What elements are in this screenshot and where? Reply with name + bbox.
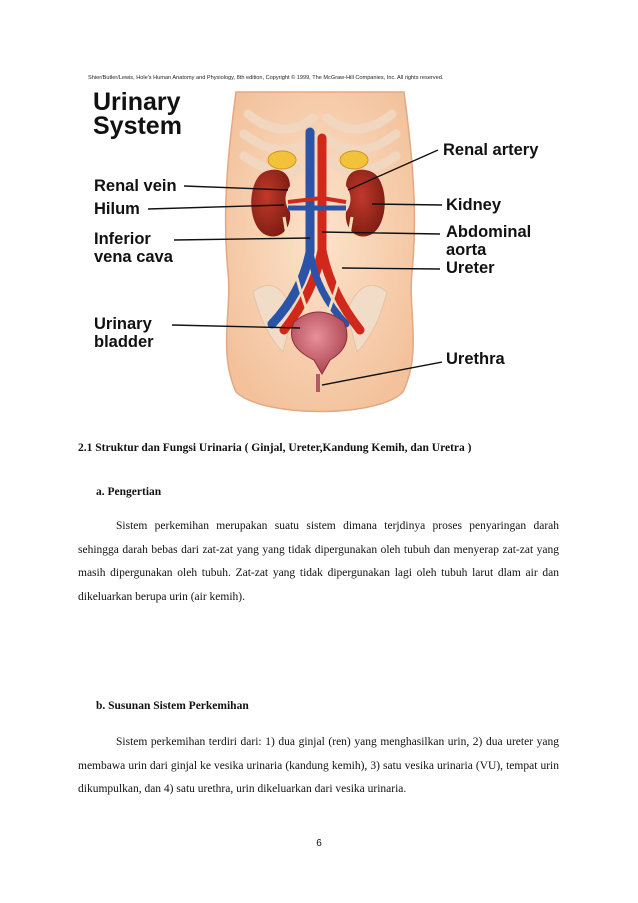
label-inferior-vena-cava: Inferior vena cava [94,230,173,266]
label-kidney: Kidney [446,196,502,214]
subsection-a-title: a. Pengertian [96,486,162,498]
figure-title: Urinary System [93,88,182,140]
label-ureter: Ureter [446,259,495,277]
label-hilum: Hilum [94,200,140,218]
label-urinary-bladder: Urinary bladder [94,315,154,351]
label-urethra: Urethra [446,350,505,368]
label-abdominal-aorta: Abdominal aorta [446,223,532,259]
subsection-b-paragraph: Sistem perkemihan terdiri dari: 1) dua ginjal (ren) yang menghasilkan urin, 2) dua ureter yang membawa urin dari ginjal ke vesika urinaria (kandung kemih), 3) satu vesika urinaria (VU), tempat urin dikumpulkan, dan 4) satu urethra, urin dikeluarkan dari vesika urinaria. [78,736,559,796]
label-renal-artery: Renal artery [443,141,539,159]
figure-credit: Shier/Butler/Lewis, Hole's Human Anatomy and Physiology, 8th edition, Copyright © 1999, The McGraw-Hill Companies, Inc. All rights reserved. [88,75,444,81]
subsection-b-title: b. Susunan Sistem Perkemihan [96,700,249,712]
section-heading: 2.1 Struktur dan Fungsi Urinaria ( Ginjal, Ureter,Kandung Kemih, dan Uretra ) [78,442,472,454]
page-number: 6 [316,838,322,849]
subsection-a-paragraph: Sistem perkemihan merupakan suatu sistem dimana terjdinya proses penyaringan darah sehingga darah bebas dari zat-zat yang yang tidak dipergunakan oleh tubuh dan menyerap zat-zat yang masih dipergunakan oleh tubuh. Zat-zat yang tidak dipergunakan lagi oleh tubuh larut dlam air dan dikeluarkan berupa urin (air kemih). [78,520,559,603]
label-renal-vein: Renal vein [94,177,177,195]
urinary-system-figure [78,62,568,418]
